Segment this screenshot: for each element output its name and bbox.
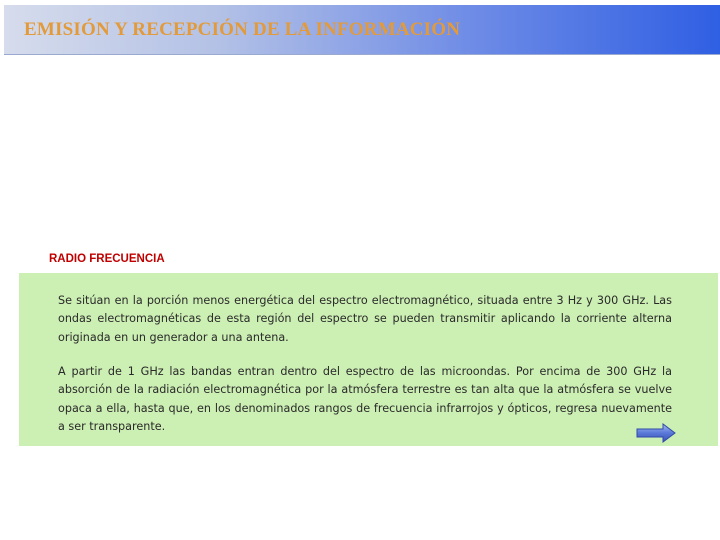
next-button[interactable] — [636, 423, 676, 443]
section-heading: RADIO FRECUENCIA — [49, 253, 165, 265]
content-panel — [19, 273, 718, 446]
arrow-right-icon — [636, 423, 676, 443]
page-title: EMISIÓN Y RECEPCIÓN DE LA INFORMACIÓN — [24, 19, 461, 40]
paragraph-microwaves: A partir de 1 GHz las bandas entran dentro del espectro de las microondas. Por encima de 300 GHz la absorción de la radiación electromagnética por la atmósfera terrestre es tan alta que la atmósfera se vuelve opaca a ella, hasta que, en los denominados rangos de frecuencia infrarrojos y ópticos, regresa nuevamente a ser transparente. — [58, 365, 672, 433]
paragraph-intro: Se sitúan en la porción menos energética del espectro electromagnético, situada entre 3 Hz y 300 GHz. Las ondas electromagnéticas de esta región del espectro se pueden transmitir aplicando la corriente alterna originada en un generador a una antena. — [58, 294, 672, 344]
